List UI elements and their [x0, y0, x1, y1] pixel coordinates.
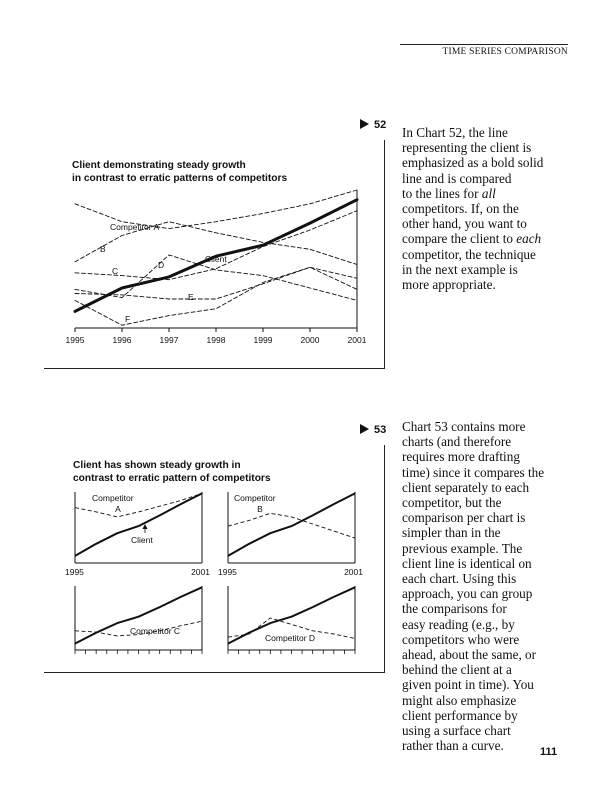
- x-tick-label: 1999: [253, 335, 273, 345]
- text-line: given point in time). You: [402, 677, 534, 693]
- text-line: the comparisons for: [402, 601, 507, 617]
- x-tick-label: 1998: [206, 335, 226, 345]
- chart-53-number: 53: [360, 424, 386, 436]
- text-line: Chart 53 contains more: [402, 419, 526, 434]
- panel-label-competitor-b-letter: B: [257, 504, 263, 514]
- text-line: ahead, about the same, or: [402, 647, 537, 663]
- page-number: 111: [540, 746, 558, 758]
- text-line: simpler than in the: [402, 525, 501, 541]
- text-line: rather than a curve.: [402, 738, 504, 754]
- text-line: using a surface chart: [402, 723, 511, 739]
- text-line: requires more drafting: [402, 449, 520, 465]
- text-line: client performance by: [402, 707, 518, 723]
- text-line: client line is identical on: [402, 555, 532, 571]
- running-head: TIME SERIES COMPARISON: [400, 44, 568, 57]
- x-tick-label: 1995: [65, 335, 85, 345]
- text-line: approach, you can group: [402, 586, 533, 602]
- chart-53-title: Client has shown steady growth in contrast to erratic pattern of competitors: [73, 460, 271, 484]
- series-label-f: F: [125, 314, 131, 324]
- x-start-label: 1995: [218, 567, 237, 577]
- text-line: competitor, the technique: [402, 246, 536, 262]
- series-label-c: C: [112, 266, 119, 276]
- text-line: easy reading (e.g., by: [402, 616, 515, 632]
- series-label-b: B: [100, 244, 106, 254]
- series-label-e: E: [188, 292, 194, 302]
- text-line: previous example. The: [402, 540, 523, 556]
- text-line: behind the client at a: [402, 662, 512, 678]
- text-line: charts (and therefore: [402, 434, 512, 450]
- text-line: emphasized as a bold solid: [402, 155, 544, 171]
- text-line: In Chart 52, the line: [402, 125, 508, 140]
- chart-52-title: Client demonstrating steady growth in contrast to erratic patterns of competitors: [72, 160, 288, 184]
- text-line: comparison per chart is: [402, 510, 526, 526]
- text-line: competitors who were: [402, 631, 520, 647]
- text-line: line and is compared: [402, 170, 512, 186]
- text-line: might also emphasize: [402, 692, 517, 708]
- panel-label-competitor-c: Competitor C: [130, 626, 181, 636]
- panel-label-competitor-b: Competitor: [234, 493, 276, 503]
- x-end-label: 2001: [191, 567, 210, 577]
- series-label-client: Client: [205, 254, 227, 264]
- x-end-label: 2001: [344, 567, 363, 577]
- text-line: each chart. Using this: [402, 571, 517, 587]
- x-tick-label: 1996: [112, 335, 132, 345]
- text-line: more appropriate.: [402, 277, 496, 293]
- text-line: time) since it compares the: [402, 464, 545, 480]
- text-line: other hand, you want to: [402, 216, 527, 232]
- text-line: competitors. If, on the: [402, 201, 519, 217]
- panel-label-competitor-a: Competitor: [92, 493, 134, 503]
- text-line: to the lines for all: [402, 185, 496, 201]
- panel-label-competitor-d: Competitor D: [265, 633, 316, 643]
- client-label: Client: [131, 535, 153, 545]
- chart-52-number: 52: [360, 119, 386, 131]
- panel-label-competitor-a-letter: A: [115, 504, 121, 514]
- x-tick-label: 2001: [347, 335, 367, 345]
- text-line: in the next example is: [402, 261, 518, 277]
- x-start-label: 1995: [65, 567, 84, 577]
- x-tick-label: 2000: [300, 335, 320, 345]
- series-label-d: D: [158, 260, 165, 270]
- series-label-competitor-a: Competitor A: [110, 222, 160, 232]
- x-tick-label: 1997: [159, 335, 179, 345]
- text-line: competitor, but the: [402, 495, 502, 511]
- chart-53-description: [402, 419, 574, 753]
- text-line: client separately to each: [402, 479, 530, 495]
- text-line: compare the client to each: [402, 231, 542, 247]
- text-line: representing the client is: [402, 140, 532, 156]
